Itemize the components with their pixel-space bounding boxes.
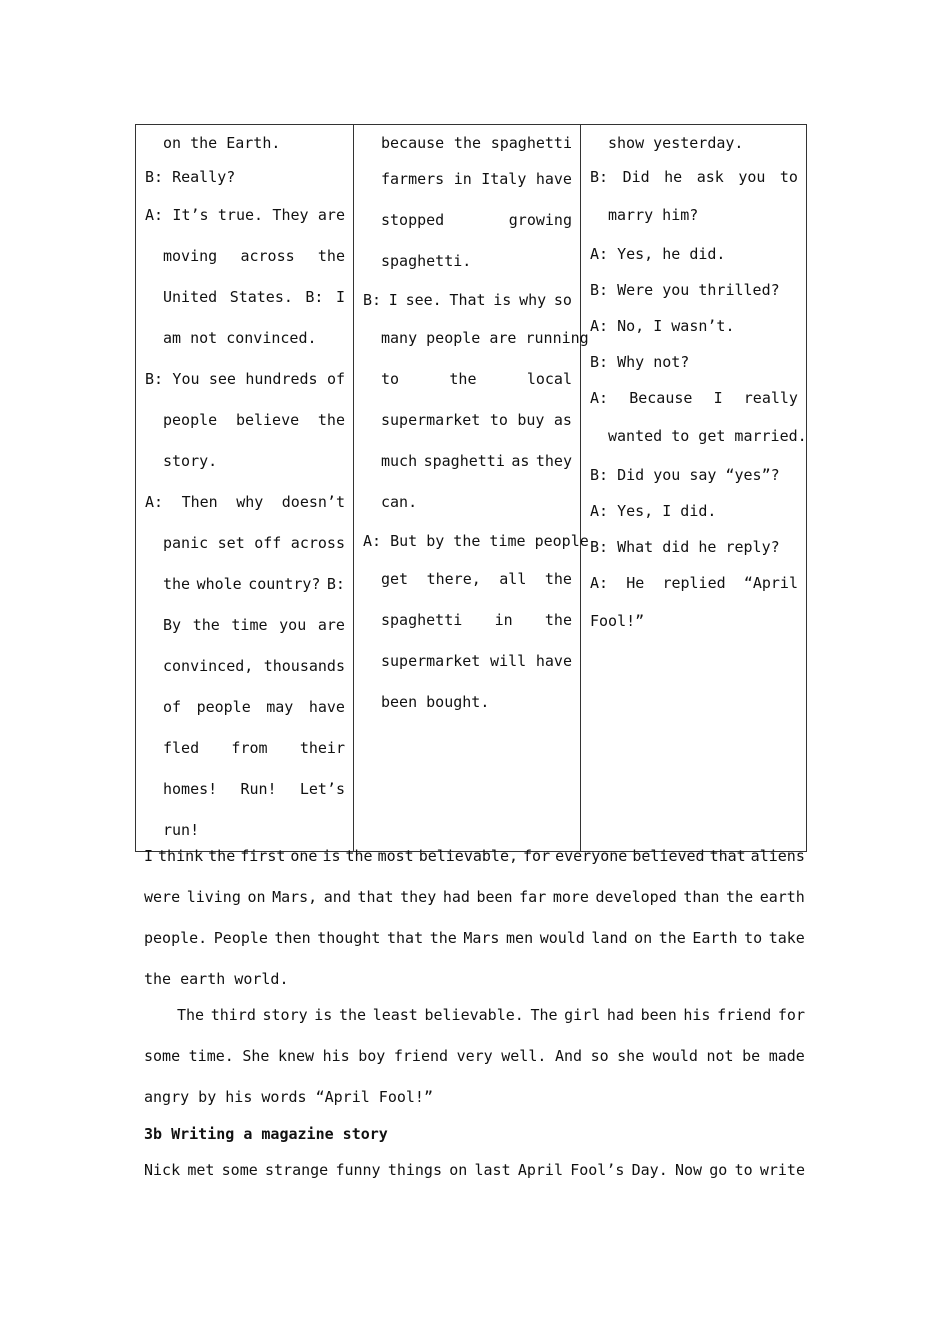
text-line: supermarket to buy as xyxy=(381,411,572,429)
text-line: Nick met some strange funny things on last April Fool’s Day. Now go to write xyxy=(144,1161,805,1179)
text-line: get there, all the xyxy=(381,570,572,588)
text-line: B: Did he ask you to xyxy=(590,168,798,186)
text-line: fled from their xyxy=(163,739,345,757)
text-line: story. xyxy=(163,452,218,470)
text-line: Fool!” xyxy=(590,612,645,630)
paragraph-writing-task xyxy=(144,1150,805,1191)
text-line: A: Because I really xyxy=(590,389,798,407)
text-line: A: It’s true. They are xyxy=(145,206,345,224)
text-line: The third story is the least believable. The girl had been his friend for xyxy=(177,1006,805,1024)
text-line: farmers in Italy have xyxy=(381,170,572,188)
dialogue-column-1 xyxy=(136,125,354,852)
text-line: been bought. xyxy=(381,693,490,711)
dialogue-column-3 xyxy=(581,125,807,852)
text-line: A: But by the time people xyxy=(363,532,589,550)
text-line: moving across the xyxy=(163,247,345,265)
text-line: were living on Mars, and that they had been far more developed than the earth xyxy=(144,888,805,906)
text-line: B: Why not? xyxy=(590,353,690,371)
text-line: I think the first one is the most believable, for everyone believed that aliens xyxy=(144,847,805,865)
text-line: people. People then thought that the Mars men would land on the Earth to take xyxy=(144,929,805,947)
dialogue-column-2 xyxy=(354,125,589,852)
text-line: the whole country? B: xyxy=(163,575,345,593)
text-line: am not convinced. xyxy=(163,329,317,347)
text-line: to the local xyxy=(381,370,572,388)
text-line: A: Yes, he did. xyxy=(590,245,726,263)
text-line: A: Then why doesn’t xyxy=(145,493,345,511)
text-line: B: Did you say “yes”? xyxy=(590,466,780,484)
text-line: marry him? xyxy=(608,206,699,224)
text-line: A: He replied “April xyxy=(590,574,798,592)
text-line: homes! Run! Let’s xyxy=(163,780,345,798)
text-line: stopped growing xyxy=(381,211,572,229)
text-line: some time. She knew his boy friend very well. And so she would not be made xyxy=(144,1047,805,1065)
text-line: many people are running xyxy=(381,329,589,347)
text-line: B: Were you thrilled? xyxy=(590,281,780,299)
dialogue-table xyxy=(135,124,807,852)
text-line: the earth world. xyxy=(144,970,289,988)
text-line: By the time you are xyxy=(163,616,345,634)
text-line: convinced, thousands xyxy=(163,657,345,675)
text-line: can. xyxy=(381,493,418,511)
text-line: on the Earth. xyxy=(163,134,281,152)
text-line: because the spaghetti xyxy=(381,134,572,152)
text-line: B: What did he reply? xyxy=(590,538,780,556)
text-line: angry by his words “April Fool!” xyxy=(144,1088,433,1106)
text-line: B: You see hundreds of xyxy=(145,370,345,388)
text-line: supermarket will have xyxy=(381,652,572,670)
text-line: much spaghetti as they xyxy=(381,452,572,470)
text-line: wanted to get married. xyxy=(608,427,807,445)
text-line: run! xyxy=(163,821,200,839)
text-line: A: Yes, I did. xyxy=(590,502,717,520)
paragraph-first-story xyxy=(144,836,805,1000)
text-line: A: No, I wasn’t. xyxy=(590,317,735,335)
text-line: panic set off across xyxy=(163,534,345,552)
text-line: B: I see. That is why so xyxy=(363,291,572,309)
text-line: of people may have xyxy=(163,698,345,716)
text-line: spaghetti. xyxy=(381,252,472,270)
text-line: B: Really? xyxy=(145,168,236,186)
paragraph-third-story xyxy=(144,995,805,1118)
text-line: spaghetti in the xyxy=(381,611,572,629)
section-heading: 3b Writing a magazine story xyxy=(144,1125,388,1143)
text-line: show yesterday. xyxy=(608,134,744,152)
text-line: people believe the xyxy=(163,411,345,429)
text-line: United States. B: I xyxy=(163,288,345,306)
